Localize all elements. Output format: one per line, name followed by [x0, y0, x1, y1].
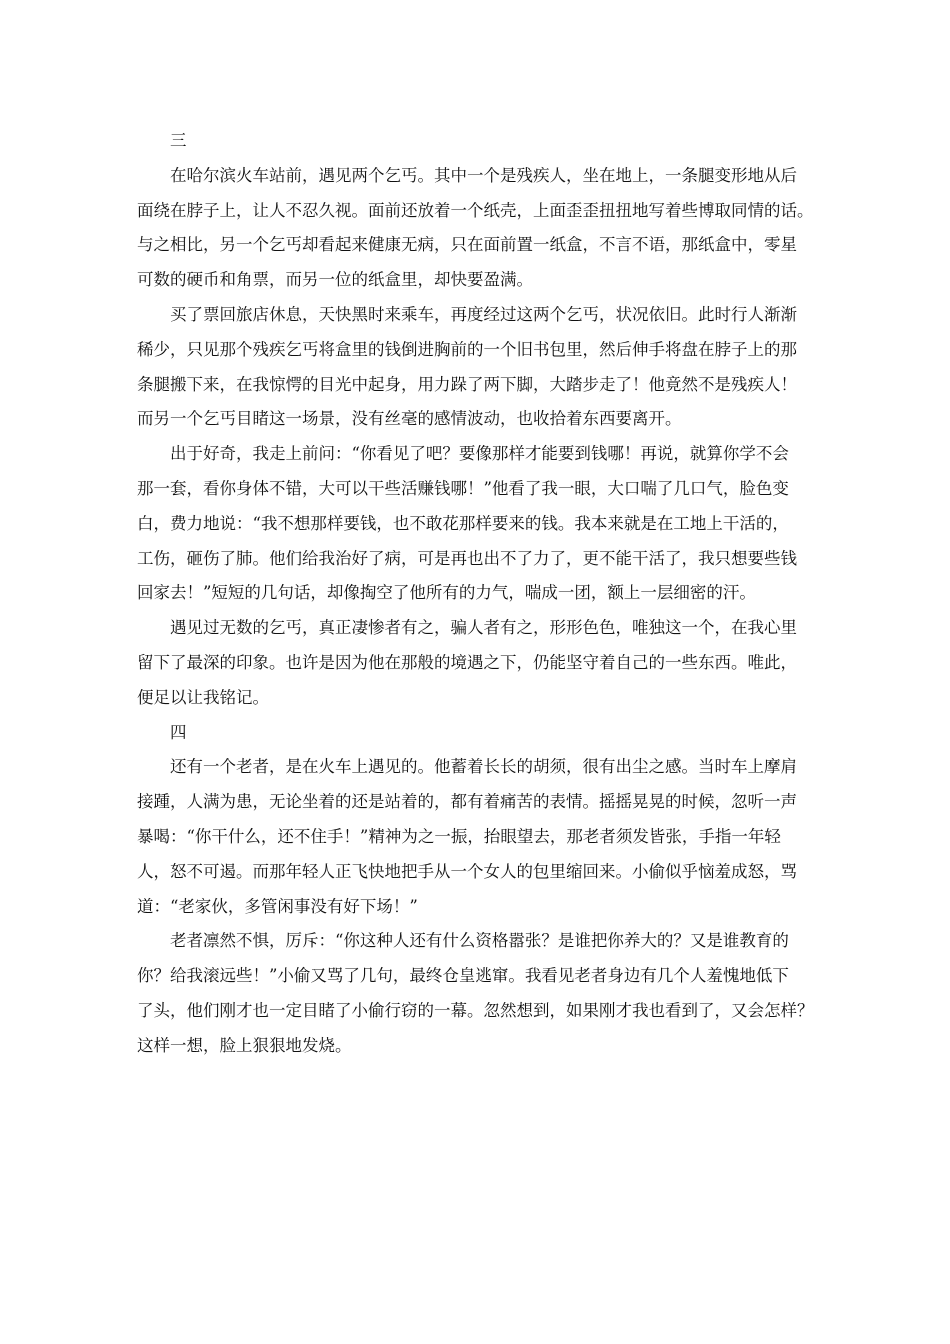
paragraph-line: 暴喝：“你干什么，还不住手！”精神为之一振，抬眼望去，那老者须发皆张，手指一年轻	[137, 826, 781, 846]
paragraph-line: 老者凛然不惧，厉斥：“你这种人还有什么资格嚣张？是谁把你养大的？又是谁教育的	[170, 931, 789, 951]
paragraph-line: 回家去！”短短的几句话，却像掏空了他所有的力气，喘成一团，额上一层细密的汗。	[137, 583, 756, 603]
paragraph-line: 稀少，只见那个残疾乞丐将盒里的钱倒进胸前的一个旧书包里，然后伸手将盘在脖子上的那	[137, 339, 797, 359]
paragraph	[137, 437, 817, 611]
paragraph-line: 人，怒不可遏。而那年轻人正飞快地把手从一个女人的包里缩回来。小偷似乎恼羞成怒，骂	[137, 861, 797, 881]
section-heading: 四	[170, 722, 187, 742]
paragraph-line: 出于好奇，我走上前问：“你看见了吧？要像那样才能要到钱哪！再说，就算你学不会	[170, 444, 789, 464]
paragraph-line: 这样一想，脸上狠狠地发烧。	[137, 1035, 352, 1055]
paragraph-line: 那一套，看你身体不错，大可以干些活赚钱哪！”他看了我一眼，大口喘了几口气，脸色变	[137, 478, 789, 498]
paragraph-line: 留下了最深的印象。也许是因为他在那般的境遇之下，仍能坚守着自己的一些东西。唯此，	[137, 652, 797, 672]
paragraph-line: 而另一个乞丐目睹这一场景，没有丝毫的感情波动，也收拾着东西要离开。	[137, 409, 682, 429]
paragraph-line: 便足以让我铭记。	[137, 687, 269, 707]
paragraph-line: 与之相比，另一个乞丐却看起来健康无病，只在面前置一纸盒，不言不语，那纸盒中，零星	[137, 235, 797, 255]
paragraph-line: 条腿搬下来，在我惊愕的目光中起身，用力跺了两下脚，大踏步走了！他竟然不是残疾人！	[137, 374, 797, 394]
paragraph-line: 了头，他们刚才也一定目睹了小偷行窃的一幕。忽然想到，如果刚才我也看到了，又会怎样？	[137, 1000, 814, 1020]
paragraph-line: 在哈尔滨火车站前，遇见两个乞丐。其中一个是残疾人，坐在地上，一条腿变形地从后	[170, 165, 797, 185]
document-body	[137, 124, 817, 1064]
paragraph	[137, 611, 817, 715]
paragraph-line: 还有一个老者，是在火车上遇见的。他蓄着长长的胡须，很有出尘之感。当时车上摩肩	[170, 757, 797, 777]
paragraph	[137, 750, 817, 924]
paragraph-line: 遇见过无数的乞丐，真正凄惨者有之，骗人者有之，形形色色，唯独这一个，在我心里	[170, 618, 797, 638]
paragraph-line: 道：“老家伙，多管闲事没有好下场！”	[137, 896, 418, 916]
paragraph-line: 接踵，人满为患，无论坐着的还是站着的，都有着痛苦的表情。摇摇晃晃的时候，忽听一声	[137, 792, 797, 812]
paragraph	[137, 298, 817, 437]
paragraph-line: 工伤，砸伤了肺。他们给我治好了病，可是再也出不了力了，更不能干活了，我只想要些钱	[137, 548, 797, 568]
paragraph-line: 白，费力地说：“我不想那样要钱，也不敢花那样要来的钱。我本来就是在工地上干活的，	[137, 513, 789, 533]
paragraph-line: 面绕在脖子上，让人不忍久视。面前还放着一个纸壳，上面歪歪扭扭地写着些博取同情的话。	[137, 200, 814, 220]
paragraph-line: 买了票回旅店休息，天快黑时来乘车，再度经过这两个乞丐，状况依旧。此时行人渐渐	[170, 304, 797, 324]
paragraph-line: 可数的硬币和角票，而另一位的纸盒里，却快要盈满。	[137, 270, 533, 290]
section-heading: 三	[170, 131, 187, 150]
paragraph	[137, 159, 817, 298]
paragraph-line: 你？给我滚远些！”小偷又骂了几句，最终仓皇逃窜。我看见老者身边有几个人羞愧地低下	[137, 966, 789, 986]
paragraph	[137, 924, 817, 1063]
